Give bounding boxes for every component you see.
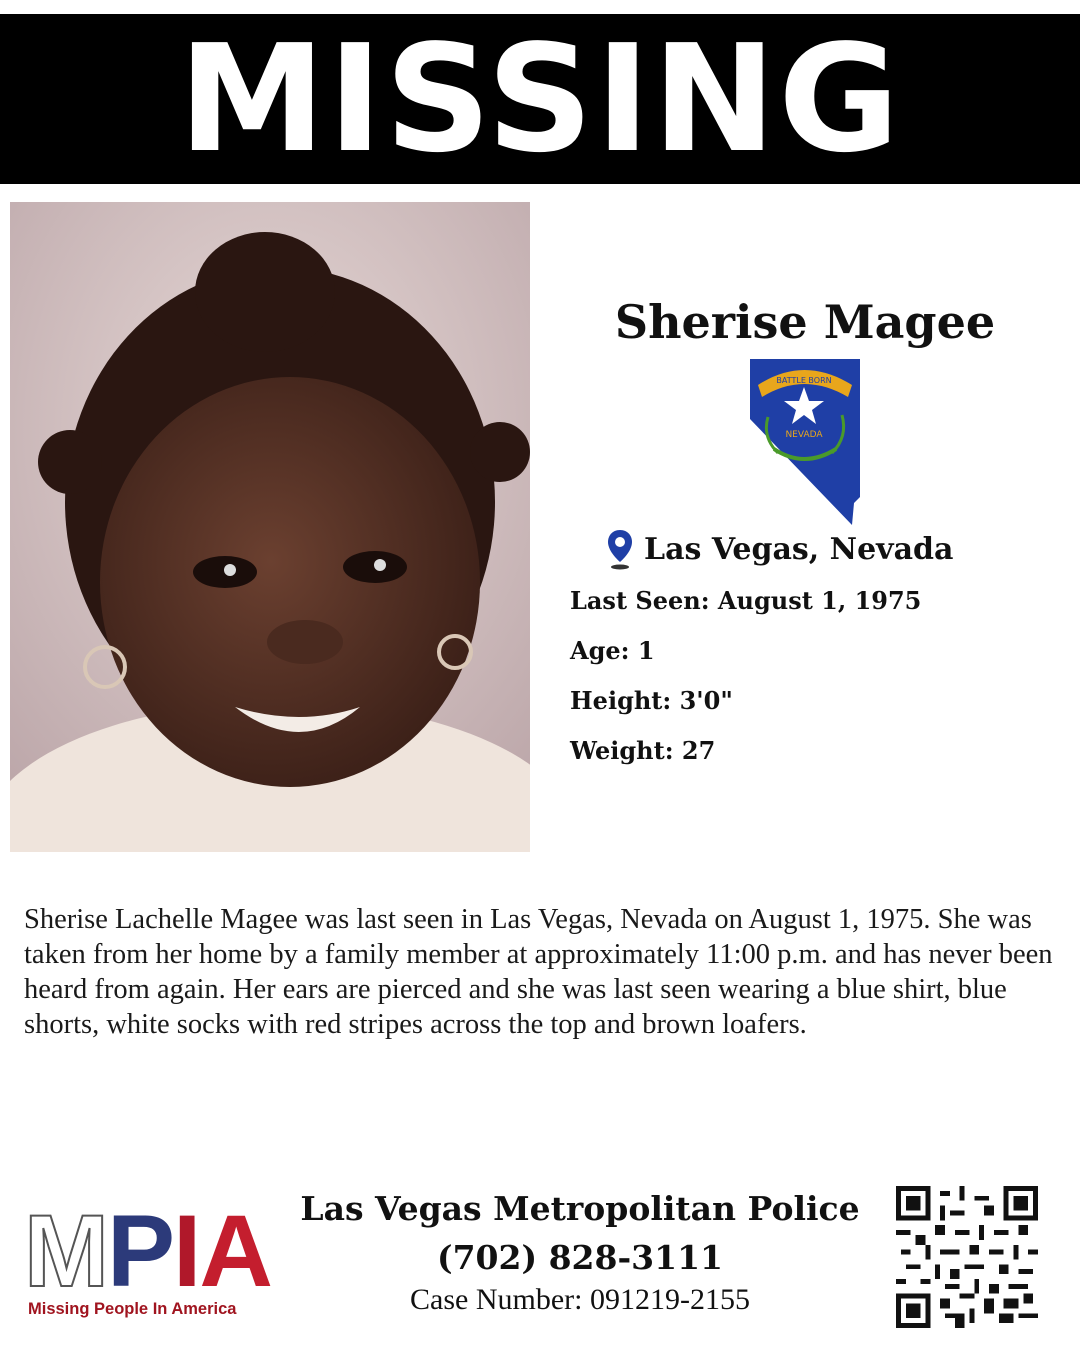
fact-value: August 1, 1975	[717, 586, 922, 615]
fact-value: 3'0"	[679, 686, 733, 715]
agency-name: Las Vegas Metropolitan Police	[300, 1189, 860, 1228]
fact-age	[570, 634, 655, 668]
missing-banner: MISSING	[0, 14, 1080, 184]
case-description: Sherise Lachelle Magee was last seen in Las Vegas, Nevada on August 1, 1975. She was taken from her home by a family member at approximately 11:00 p.m. and has never been heard from again. Her ears are pierced and she was last seen wearing a blue shirt, blue shorts, white socks with red stripes across the top and brown loafers.	[24, 904, 1053, 1040]
fact-label: Height:	[570, 686, 672, 715]
mpia-tagline: Missing People In America	[28, 1300, 237, 1318]
logo-letter: I	[173, 1194, 200, 1308]
nevada-flag-icon	[748, 357, 862, 525]
fact-label: Weight:	[570, 736, 674, 765]
qr-code-icon[interactable]	[896, 1186, 1038, 1328]
case-number: Case Number: 091219-2155	[410, 1283, 750, 1316]
missing-person-photo	[10, 202, 530, 852]
agency-phone[interactable]: (702) 828-3111	[436, 1238, 724, 1277]
mpia-wordmark	[24, 1194, 272, 1308]
fact-label: Last Seen:	[570, 586, 710, 615]
fact-value: 1	[637, 636, 655, 665]
logo-letter: P	[106, 1194, 174, 1308]
fact-value: 27	[681, 736, 716, 765]
logo-letter: M	[24, 1194, 107, 1308]
flag-state-text: NEVADA	[785, 430, 823, 440]
fact-weight	[570, 734, 715, 768]
fact-last-seen	[570, 584, 921, 618]
person-name: Sherise Magee	[614, 295, 996, 349]
fact-label: Age:	[570, 636, 630, 665]
location-line	[606, 524, 1026, 574]
logo-letter: A	[199, 1194, 272, 1308]
flag-banner-text: BATTLE BORN	[776, 376, 832, 385]
map-pin-icon	[606, 528, 634, 570]
fact-height	[570, 684, 733, 718]
location-text: Las Vegas, Nevada	[644, 531, 954, 567]
mpia-logo	[24, 1194, 280, 1324]
